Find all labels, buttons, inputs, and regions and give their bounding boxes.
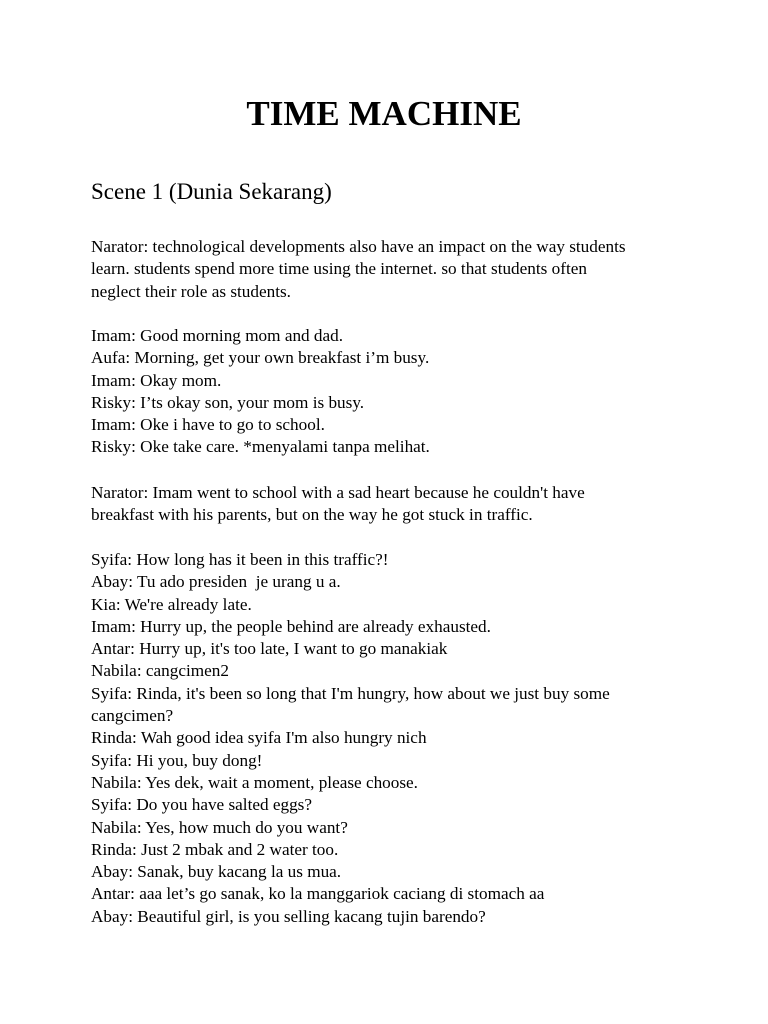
narration-line: neglect their role as students. (91, 281, 291, 301)
narration-line: Narator: Imam went to school with a sad heart because he couldn't have (91, 483, 585, 502)
dialogue-line: Abay: Tu ado presiden je urang u a. (91, 572, 341, 592)
dialogue-line: Risky: Oke take care. *menyalami tanpa melihat. (91, 437, 430, 457)
dialogue-line: Rinda: Just 2 mbak and 2 water too. (91, 839, 339, 859)
dialogue-line: Antar: aaa let’s go sanak, ko la manggariok caciang di stomach aa (91, 884, 545, 904)
narration-line: learn. students spend more time using the internet. so that students often (91, 259, 587, 279)
narration-paragraph (91, 482, 691, 527)
dialogue-line: Kia: We're already late. (91, 594, 252, 614)
narration-line: Narator: technological developments also have an impact on the way students (91, 237, 626, 256)
dialogue-line: Aufa: Morning, get your own breakfast i’m busy. (91, 348, 430, 368)
document-title: TIME MACHINE (246, 94, 522, 133)
narration-line: breakfast with his parents, but on the way he got stuck in traffic. (91, 505, 533, 525)
dialogue-line: Risky: I’ts okay son, your mom is busy. (91, 392, 365, 412)
dialogue-line: Syifa: Hi you, buy dong! (91, 750, 263, 770)
dialogue-line: Imam: Hurry up, the people behind are already exhausted. (91, 616, 491, 636)
dialogue-line: Imam: Oke i have to go to school. (91, 415, 325, 435)
dialogue-block (91, 549, 691, 928)
scene-heading: Scene 1 (Dunia Sekarang) (91, 179, 332, 204)
dialogue-line: Nabila: Yes dek, wait a moment, please choose. (91, 772, 418, 792)
dialogue-line: Rinda: Wah good idea syifa I'm also hungry nich (91, 728, 427, 748)
dialogue-line: Imam: Good morning mom and dad. (91, 326, 344, 345)
dialogue-line: cangcimen? (91, 706, 174, 726)
narration-paragraph (91, 236, 691, 303)
dialogue-line: Antar: Hurry up, it's too late, I want to go manakiak (91, 639, 448, 659)
dialogue-line: Syifa: Rinda, it's been so long that I'm hungry, how about we just buy some (91, 683, 610, 703)
dialogue-line: Imam: Okay mom. (91, 370, 222, 390)
dialogue-line: Syifa: How long has it been in this traffic?! (91, 550, 389, 569)
dialogue-line: Abay: Beautiful girl, is you selling kacang tujin barendo? (91, 906, 486, 926)
dialogue-block (91, 325, 691, 459)
dialogue-line: Nabila: Yes, how much do you want? (91, 817, 348, 837)
dialogue-line: Abay: Sanak, buy kacang la us mua. (91, 862, 342, 882)
dialogue-line: Nabila: cangcimen2 (91, 661, 229, 681)
dialogue-line: Syifa: Do you have salted eggs? (91, 795, 312, 815)
